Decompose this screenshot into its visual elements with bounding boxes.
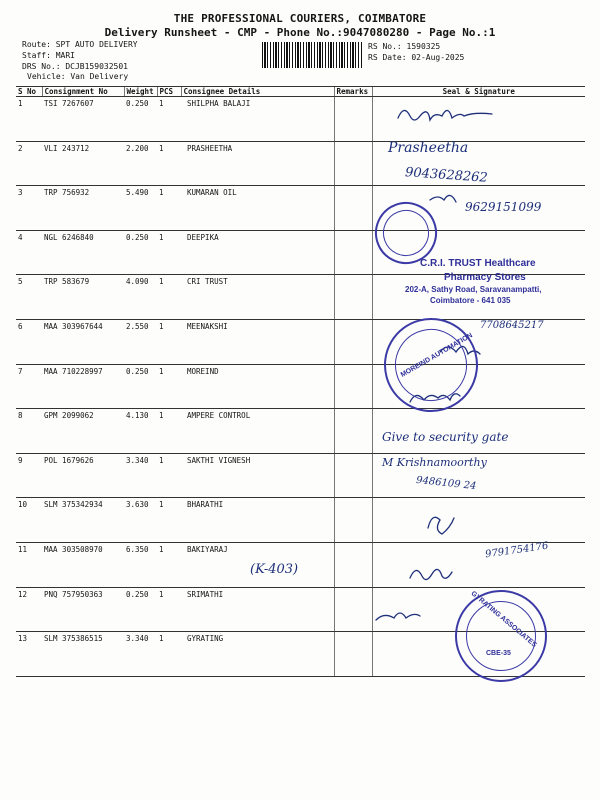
phone-row10: 9486109 24 <box>415 474 477 493</box>
sno-cell: 7 <box>16 364 42 409</box>
pcs-cell: 1 <box>157 364 181 409</box>
consignment-cell: NGL 6246840 <box>42 230 124 275</box>
consignee-cell: CRI TRUST <box>181 275 334 320</box>
consignment-cell: SLM 375386515 <box>42 632 124 677</box>
pcs-cell: 1 <box>157 632 181 677</box>
gyrating-stamp <box>455 590 547 682</box>
consignment-cell: VLI 243712 <box>42 141 124 186</box>
consignee-cell: BHARATHI <box>181 498 334 543</box>
pcs-cell: 1 <box>157 453 181 498</box>
consignee-cell: KUMARAN OIL <box>181 186 334 231</box>
sno-cell: 12 <box>16 587 42 632</box>
consignment-cell: SLM 375342934 <box>42 498 124 543</box>
weight-cell: 3.340 <box>124 453 157 498</box>
weight-cell: 0.250 <box>124 587 157 632</box>
pcs-cell: 1 <box>157 587 181 632</box>
sno-cell: 1 <box>16 97 42 142</box>
pcs-cell: 1 <box>157 97 181 142</box>
runsheet-subtitle: Delivery Runsheet - CMP - Phone No.:9047080280 - Page No.:1 <box>104 26 496 39</box>
consignee-cell: SRIMATHI <box>181 587 334 632</box>
consignee-cell: BAKIYARAJ <box>181 542 334 587</box>
pcs-cell: 1 <box>157 141 181 186</box>
consignee-cell: SHILPHA BALAJI <box>181 97 334 142</box>
route-label: Route: SPT AUTO DELIVERY <box>22 40 138 49</box>
sno-cell: 13 <box>16 632 42 677</box>
consignment-cell: TRP 756932 <box>42 186 124 231</box>
rs-date: RS Date: 02-Aug-2025 <box>368 53 465 62</box>
consignment-cell: TRP 583679 <box>42 275 124 320</box>
weight-cell: 0.250 <box>124 364 157 409</box>
weight-cell: 3.340 <box>124 632 157 677</box>
cri-stamp-line4: Coimbatore - 641 035 <box>430 296 511 305</box>
vehicle-label: Vehicle: Van Delivery <box>27 72 129 81</box>
sno-cell: 6 <box>16 319 42 364</box>
weight-cell: 4.090 <box>124 275 157 320</box>
signature-row1 <box>398 110 492 120</box>
sno-cell: 5 <box>16 275 42 320</box>
consignment-cell: PNQ 757950363 <box>42 587 124 632</box>
pcs-cell: 1 <box>157 409 181 454</box>
sno-cell: 8 <box>16 409 42 454</box>
phone-row12: 9791754176 <box>484 540 550 561</box>
consignee-cell: SAKTHI VIGNESH <box>181 453 334 498</box>
sno-cell: 2 <box>16 141 42 186</box>
pcs-cell: 1 <box>157 230 181 275</box>
column-header: Remarks <box>334 87 372 97</box>
signature-row12 <box>410 569 452 579</box>
drs-label: DRS No.: DCJB159032501 <box>22 62 128 71</box>
consignee-cell: AMPERE CONTROL <box>181 409 334 454</box>
consignee-cell: PRASHEETHA <box>181 141 334 186</box>
sno-cell: 3 <box>16 186 42 231</box>
pcs-cell: 1 <box>157 319 181 364</box>
column-header: Consignment No <box>42 87 124 97</box>
signature-row11 <box>428 517 454 534</box>
cri-stamp-line2: Pharmacy Stores <box>444 272 526 283</box>
consignee-cell: GYRATING <box>181 632 334 677</box>
consignment-cell: TSI 7267607 <box>42 97 124 142</box>
column-header: Weight <box>124 87 157 97</box>
consignee-cell: MEENAKSHI <box>181 319 334 364</box>
weight-cell: 0.250 <box>124 230 157 275</box>
column-header: PCS <box>157 87 181 97</box>
moreind-stamp-text: MOREIND AUTOMATION <box>399 332 474 379</box>
pcs-cell: 1 <box>157 542 181 587</box>
pcs-cell: 1 <box>157 498 181 543</box>
sno-cell: 9 <box>16 453 42 498</box>
sno-cell: 4 <box>16 230 42 275</box>
column-header: Consignee Details <box>181 87 334 97</box>
rs-number: RS No.: 1590325 <box>368 42 441 51</box>
phone-row3: 9043628262 <box>404 165 489 186</box>
consignment-cell: MAA 710228997 <box>42 364 124 409</box>
weight-cell: 6.350 <box>124 542 157 587</box>
weight-cell: 2.550 <box>124 319 157 364</box>
consignment-cell: MAA 303508970 <box>42 542 124 587</box>
consignment-cell: GPM 2099062 <box>42 409 124 454</box>
consignment-cell: POL 1679626 <box>42 453 124 498</box>
phone-row6: 7708645217 <box>480 320 544 331</box>
pcs-cell: 1 <box>157 275 181 320</box>
gyrating-stamp-sub: CBE-35 <box>486 650 511 657</box>
staff-label: Staff: MARI <box>22 51 75 60</box>
pcs-cell: 1 <box>157 186 181 231</box>
weight-cell: 4.130 <box>124 409 157 454</box>
signature-row9: Give to security gate <box>382 430 509 444</box>
signature-row10: M Krishnamoorthy <box>382 456 487 469</box>
sno-cell: 11 <box>16 542 42 587</box>
cri-stamp-line3: 202-A, Sathy Road, Saravanampatti, <box>405 285 542 294</box>
gyrating-stamp-text: GYRATING ASSOCIATES <box>469 590 538 649</box>
column-header: Seal & Signature <box>372 87 585 97</box>
weight-cell: 5.490 <box>124 186 157 231</box>
column-header: S No <box>16 87 42 97</box>
consignment-cell: MAA 303967644 <box>42 319 124 364</box>
runsheet-title: THE PROFESSIONAL COURIERS, COIMBATORE <box>173 12 427 25</box>
signature-row13 <box>376 613 420 620</box>
phone-row4: 9629151099 <box>465 200 542 214</box>
cri-stamp-line1: C.R.I. TRUST Healthcare <box>420 258 536 269</box>
signature-row2: Prasheetha <box>388 140 469 156</box>
signature-row3 <box>430 195 456 202</box>
weight-cell: 0.250 <box>124 97 157 142</box>
weight-cell: 2.200 <box>124 141 157 186</box>
note-k403: (K-403) <box>250 562 299 577</box>
consignee-cell: MOREIND <box>181 364 334 409</box>
weight-cell: 3.630 <box>124 498 157 543</box>
consignee-cell: DEEPIKA <box>181 230 334 275</box>
sno-cell: 10 <box>16 498 42 543</box>
